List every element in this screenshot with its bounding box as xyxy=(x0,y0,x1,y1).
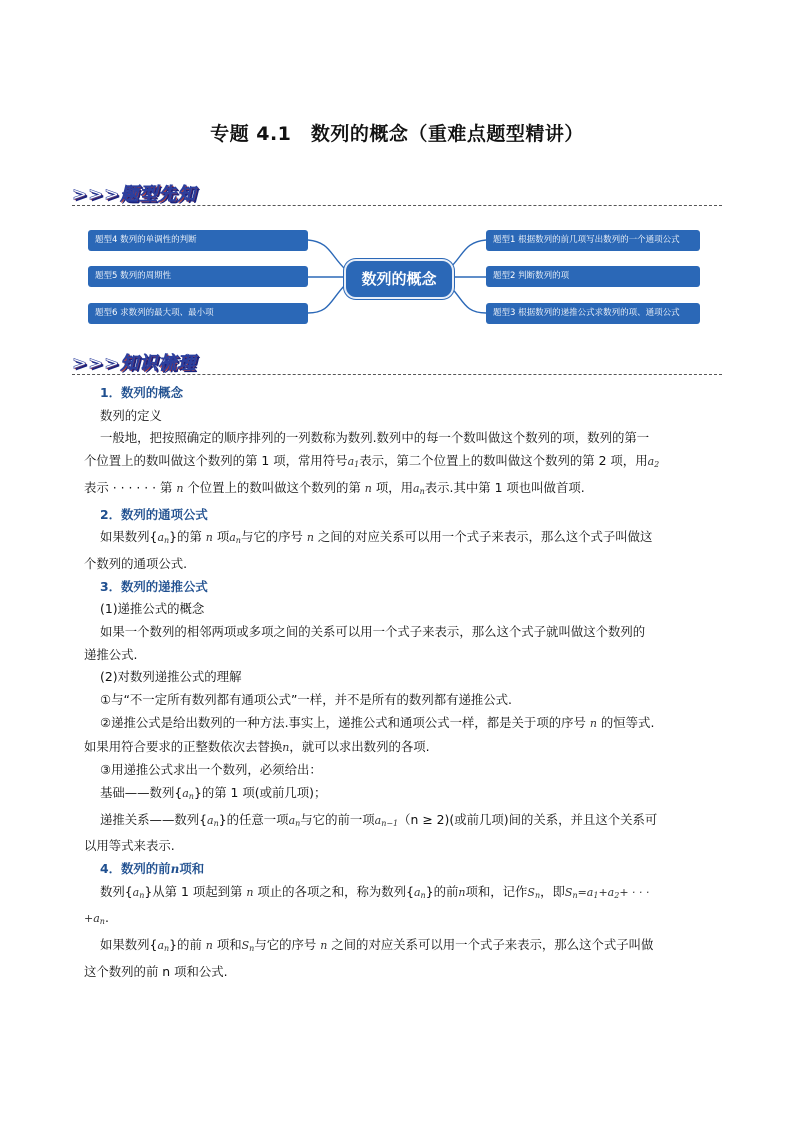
section-heading: 1．数列的概念 xyxy=(100,385,183,400)
math-var: a xyxy=(157,531,165,545)
math-n: n xyxy=(205,939,213,953)
text: 项 xyxy=(216,529,230,545)
paragraph: 以用等式来表示. xyxy=(84,838,175,854)
math-n: n xyxy=(320,939,328,953)
text: }的任意一项 xyxy=(218,811,289,827)
math-an xyxy=(157,531,169,544)
text: }的前 xyxy=(425,883,459,899)
math-an xyxy=(289,814,301,827)
text: 项和 xyxy=(179,861,205,877)
math-var: a xyxy=(182,786,189,800)
paragraph: 递推公式. xyxy=(84,646,138,662)
text: 与它的序号 xyxy=(240,529,303,545)
math-var: a xyxy=(207,813,214,827)
math-sub: n xyxy=(295,818,301,828)
math-var: a xyxy=(413,481,420,495)
text: 表示 · · · · · · 第 xyxy=(84,479,173,495)
text: 数列{ xyxy=(100,883,133,899)
paragraph xyxy=(84,526,724,553)
paragraph xyxy=(84,809,724,836)
paragraph xyxy=(84,450,724,477)
section-heading xyxy=(84,858,724,881)
math-n: n xyxy=(458,885,466,899)
math-var: a xyxy=(647,455,655,469)
paragraph xyxy=(84,712,724,736)
math-sub: n xyxy=(419,486,425,496)
math-sub: n xyxy=(213,818,219,828)
paragraph: ①与“不一定所有数列都有通项公式”一样，并不是所有的数列都有递推公式. xyxy=(100,692,512,708)
text: . xyxy=(104,910,109,926)
math-var: =a xyxy=(577,885,594,899)
mindmap-node-right-3: 题型3 根据数列的递推公式求数列的项、通项公式 xyxy=(486,303,700,324)
banner-text: >>>题型先知 xyxy=(72,184,197,205)
mindmap-node-right-1: 题型1 根据数列的前几项写出数列的一个通项公式 xyxy=(486,230,700,251)
text: 与它的前一项 xyxy=(300,811,375,827)
text: 个位置上的数叫做这个数列的第 1 项，常用符号 xyxy=(84,453,348,469)
math-sub: n xyxy=(420,890,426,900)
text: 如果用符合要求的正整数依次去替换 xyxy=(84,738,283,754)
math-sub: n xyxy=(99,917,105,927)
math-sub: 1 xyxy=(593,890,599,900)
math-sub: n xyxy=(164,944,170,954)
text: 之间的对应关系可以用一个式子来表示，那么这个式子叫做 xyxy=(331,937,654,953)
math-a1 xyxy=(348,455,360,468)
paragraph xyxy=(84,934,724,961)
paragraph: 个数列的通项公式. xyxy=(84,555,188,571)
math-n: n xyxy=(205,531,213,545)
math-var: S xyxy=(527,885,535,899)
math-n: n xyxy=(306,531,314,545)
math-n: n xyxy=(282,740,290,754)
math-var: + · · · xyxy=(619,885,650,899)
math-sn xyxy=(242,939,255,952)
text: ，即 xyxy=(540,883,565,899)
text: 项和 xyxy=(216,937,242,953)
math-sub: 2 xyxy=(614,890,620,900)
math-an xyxy=(182,787,194,800)
text: }的第 1 项(或前几项)； xyxy=(193,784,327,800)
math-var: a xyxy=(229,531,236,545)
mindmap-node-left-3: 题型6 求数列的最大项、最小项 xyxy=(88,303,308,324)
paragraph: 这个数列的前 n 项和公式. xyxy=(84,963,228,979)
math-an xyxy=(133,886,145,899)
paragraph xyxy=(84,881,724,908)
math-sn xyxy=(527,886,540,899)
page-title: 专题 4.1 数列的概念（重难点题型精讲） xyxy=(210,123,584,145)
math-n: n xyxy=(589,716,597,730)
math-sub: n xyxy=(164,536,170,546)
section-banner-preview xyxy=(72,180,722,206)
paragraph: 如果一个数列的相邻两项或多项之间的关系可以用一个式子来表示，那么这个式子就叫做这个数列的 xyxy=(100,624,646,640)
subheading: (1)递推公式的概念 xyxy=(100,601,205,617)
mindmap-node-left-1: 题型4 数列的单调性的判断 xyxy=(88,230,308,251)
math-sum-formula xyxy=(565,886,650,899)
banner-divider xyxy=(72,205,722,206)
banner-text: >>>知识梳理 xyxy=(72,353,197,374)
text: 项，用 xyxy=(375,479,414,495)
math-var: +a xyxy=(598,885,615,899)
math-sub: n xyxy=(249,944,255,954)
math-an xyxy=(414,886,426,899)
math-var: a xyxy=(374,813,382,827)
section-heading: 3．数列的递推公式 xyxy=(100,578,208,594)
math-sub: 1 xyxy=(354,460,360,470)
text: ②递推公式是给出数列的一种方法.事实上，递推公式和通项公式一样，都是关于项的序号 xyxy=(100,714,586,730)
text: 如果数列{ xyxy=(100,937,158,953)
mindmap-node-right-2: 题型2 判断数列的项 xyxy=(486,266,700,287)
math-an xyxy=(207,814,219,827)
text: 的恒等式. xyxy=(600,714,655,730)
math-sub: n xyxy=(139,890,145,900)
subheading: (2)对数列递推公式的理解 xyxy=(100,669,242,685)
math-sub: n xyxy=(235,536,241,546)
paragraph: ③用递推公式求出一个数列，必须给出： xyxy=(100,762,322,778)
math-sub: n xyxy=(534,890,541,900)
section-heading: 2．数列的通项公式 xyxy=(100,506,208,522)
text: }的前 xyxy=(169,937,202,953)
mindmap-center: 数列的概念 xyxy=(344,259,454,299)
math-sub: n xyxy=(188,791,194,801)
math-var: S xyxy=(564,885,573,899)
math-n: n xyxy=(176,481,184,495)
paragraph xyxy=(84,907,724,934)
section-banner-knowledge xyxy=(72,349,722,375)
math-sub: 2 xyxy=(654,460,660,470)
text: 表示.其中第 1 项也叫做首项. xyxy=(424,479,585,495)
math-var: +a xyxy=(84,912,100,926)
math-sum-end xyxy=(84,912,105,925)
paragraph xyxy=(84,782,724,809)
math-n: n xyxy=(170,862,180,877)
math-a2 xyxy=(648,455,660,468)
math-n: n xyxy=(246,885,254,899)
text: 表示，第二个位置上的数叫做这个数列的第 2 项，用 xyxy=(359,453,648,469)
math-var: a xyxy=(413,885,421,899)
paragraph xyxy=(84,736,724,760)
math-an xyxy=(229,531,241,544)
text: ，就可以求出数列的各项. xyxy=(289,738,430,754)
math-var: a xyxy=(132,885,140,899)
text: 如果数列{ xyxy=(100,529,158,545)
math-var: S xyxy=(241,939,250,953)
math-an-prev xyxy=(375,814,399,827)
math-var: a xyxy=(288,813,296,827)
text: 4．数列的前 xyxy=(100,861,171,877)
math-sub: n−1 xyxy=(381,818,399,828)
text: 项止的各项之和，称为数列{ xyxy=(257,883,414,899)
text: }从第 1 项起到第 xyxy=(144,883,243,899)
math-sub: n xyxy=(572,890,578,900)
math-var: a xyxy=(347,455,355,469)
body-content xyxy=(84,382,724,984)
math-an xyxy=(157,939,169,952)
paragraph xyxy=(84,477,724,504)
text: 基础——数列{ xyxy=(100,784,183,800)
text: 递推关系——数列{ xyxy=(100,811,208,827)
math-an xyxy=(413,482,425,495)
paragraph: 一般地，把按照确定的顺序排列的一列数称为数列.数列中的每一个数叫做这个数列的项，数列的第一 xyxy=(100,430,650,446)
text: 个位置上的数叫做这个数列的第 xyxy=(187,479,361,495)
text: }的第 xyxy=(169,529,202,545)
text: （n ≥ 2)(或前几项)间的关系，并且这个关系可 xyxy=(398,811,658,827)
banner-divider xyxy=(72,374,722,375)
text: 项和，记作 xyxy=(465,883,528,899)
math-var: a xyxy=(157,939,165,953)
mindmap-node-left-2: 题型5 数列的周期性 xyxy=(88,266,308,287)
text: 之间的对应关系可以用一个式子来表示，那么这个式子叫做这 xyxy=(317,529,653,545)
subheading: 数列的定义 xyxy=(100,407,162,423)
text: 与它的序号 xyxy=(254,937,317,953)
math-n: n xyxy=(364,481,372,495)
